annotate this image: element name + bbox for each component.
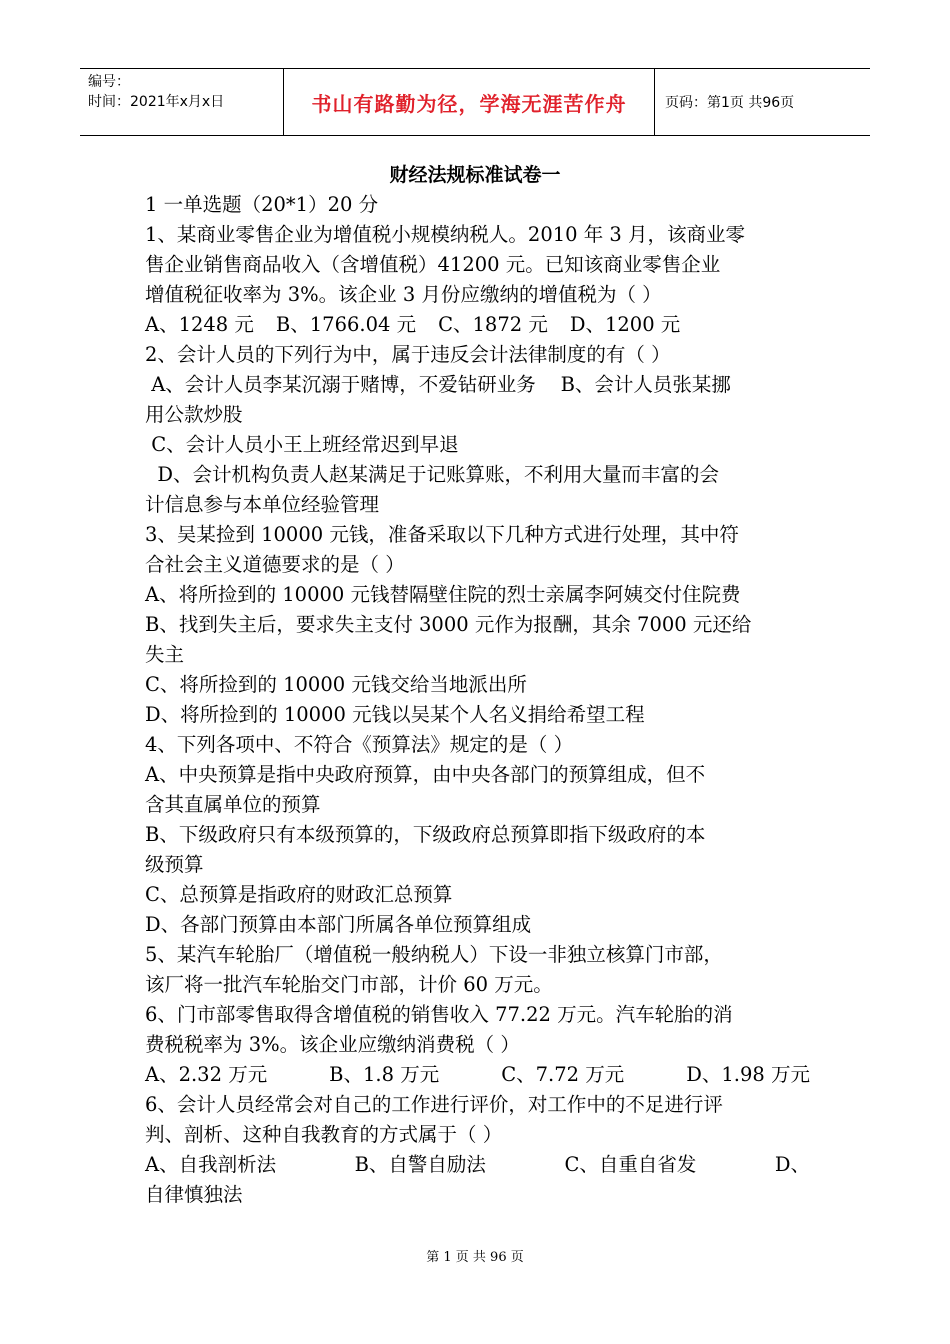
document-date: 时间：2021年x月x日 xyxy=(88,94,225,110)
question-text: 2、会计人员的下列行为中，属于违反会计法律制度的有（ ） xyxy=(145,343,671,366)
question-text: 4、下列各项中、不符合《预算法》规定的是（ ） xyxy=(145,733,574,756)
page-footer: 第 1 页 共 96 页 xyxy=(426,1250,524,1265)
option: C、7.72 万元 xyxy=(501,1063,625,1086)
question-text: 判、剖析、这种自我教育的方式属于（ ） xyxy=(145,1123,503,1146)
option: 含其直属单位的预算 xyxy=(145,793,321,816)
option: D、会计机构负责人赵某满足于记账算账，不利用大量而丰富的会 xyxy=(145,463,720,486)
question-text: 6、门市部零售取得含增值税的销售收入 77.22 万元。汽车轮胎的消 xyxy=(145,1003,733,1026)
option: D、1200 元 xyxy=(569,313,681,336)
question-text: 5、某汽车轮胎厂（增值税一般纳税人）下设一非独立核算门市部， xyxy=(145,943,723,966)
question-text: 合社会主义道德要求的是（ ） xyxy=(145,553,405,576)
option: 自律慎独法 xyxy=(145,1183,243,1206)
option: A、2.32 万元 xyxy=(145,1063,268,1086)
option: C、总预算是指政府的财政汇总预算 xyxy=(145,883,453,906)
question-text: 费税税率为 3%。该企业应缴纳消费税（ ） xyxy=(145,1033,520,1056)
option: A、自我剖析法 xyxy=(145,1153,277,1176)
option-row xyxy=(145,1060,810,1090)
option: A、将所捡到的 10000 元钱替隔壁住院的烈士亲属李阿姨交付住院费 xyxy=(145,583,741,606)
option: 失主 xyxy=(145,643,185,666)
header-meta xyxy=(80,69,283,135)
header-page-info: 页码：第1页 共96页 xyxy=(665,95,795,111)
option: C、1872 元 xyxy=(438,313,548,336)
option: A、会计人员李某沉溺于赌博，不爱钻研业务 B、会计人员张某挪 xyxy=(145,373,731,396)
option-row xyxy=(145,310,810,340)
page-title: 财经法规标准试卷一 xyxy=(389,164,561,186)
option: B、下级政府只有本级预算的，下级政府总预算即指下级政府的本 xyxy=(145,823,706,846)
option: B、找到失主后，要求失主支付 3000 元作为报酬，其余 7000 元还给 xyxy=(145,613,752,636)
option: C、会计人员小王上班经常迟到早退 xyxy=(145,433,459,456)
question-text: 1、某商业零售企业为增值税小规模纳税人。2010 年 3 月，该商业零 xyxy=(145,223,746,246)
option: D、 xyxy=(774,1153,810,1176)
option: C、将所捡到的 10000 元钱交给当地派出所 xyxy=(145,673,527,696)
option: 计信息参与本单位经验管理 xyxy=(145,493,380,516)
option: D、将所捡到的 10000 元钱以吴某个人名义捐给希望工程 xyxy=(145,703,645,726)
header-motto-cell xyxy=(283,69,655,135)
document-number: 编号： xyxy=(88,74,130,90)
section-heading: 1 一单选题（20*1）20 分 xyxy=(145,193,379,216)
question-text: 3、吴某捡到 10000 元钱，准备采取以下几种方式进行处理，其中符 xyxy=(145,523,739,546)
option: D、各部门预算由本部门所属各单位预算组成 xyxy=(145,913,532,936)
motto: 书山有路勤为径，学海无涯苦作舟 xyxy=(311,91,627,116)
question-body xyxy=(145,190,810,1210)
option: A、1248 元 xyxy=(145,313,254,336)
question-text: 6、会计人员经常会对自己的工作进行评价，对工作中的不足进行评 xyxy=(145,1093,723,1116)
question-text: 售企业销售商品收入（含增值税）41200 元。已知该商业零售企业 xyxy=(145,253,721,276)
option: B、1766.04 元 xyxy=(275,313,417,336)
option: B、1.8 万元 xyxy=(329,1063,440,1086)
option: C、自重自省发 xyxy=(564,1153,697,1176)
header-table xyxy=(80,68,870,136)
question-text: 增值税征收率为 3%。该企业 3 月份应缴纳的增值税为（ ） xyxy=(145,283,662,306)
option: B、自警自励法 xyxy=(354,1153,486,1176)
option: A、中央预算是指中央政府预算，由中央各部门的预算组成，但不 xyxy=(145,763,706,786)
question-text: 该厂将一批汽车轮胎交门市部，计价 60 万元。 xyxy=(145,973,553,996)
option: D、1.98 万元 xyxy=(686,1063,810,1086)
option: 级预算 xyxy=(145,853,204,876)
option: 用公款炒股 xyxy=(145,403,243,426)
option-row xyxy=(145,1150,810,1180)
